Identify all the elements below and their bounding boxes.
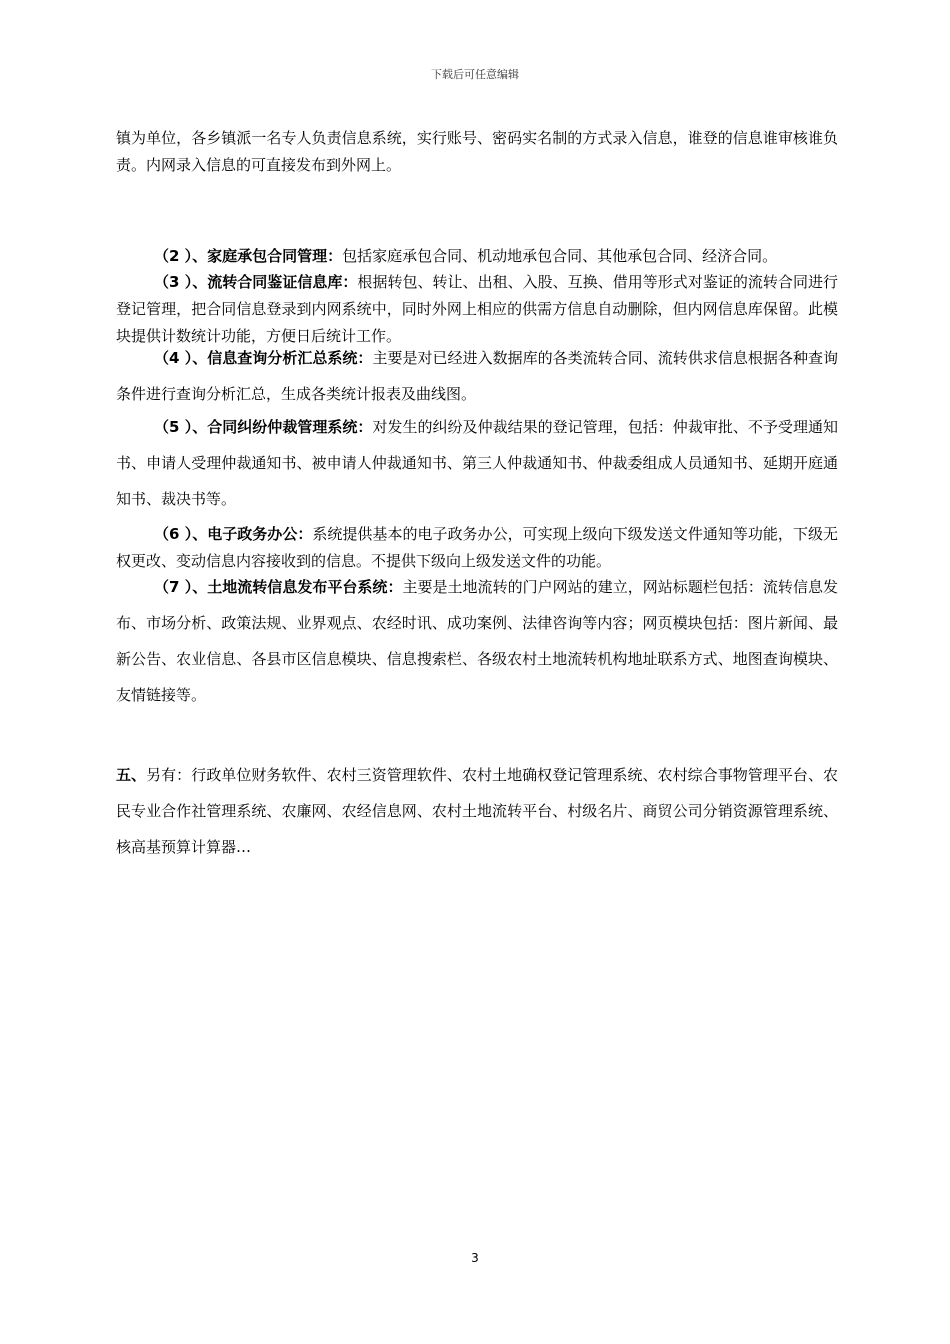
section-text: 另有：行政单位财务软件、农村三资管理软件、农村土地确权登记管理系统、农村综合事物管理平台、农民专业合作社管理系统、农廉网、农经信息网、农村土地流转平台、村级名片、商贸公司分销资源管理系统、核高基预算计算器…	[116, 766, 838, 856]
item-label: （2 ）、家庭承包合同管理：	[154, 247, 343, 265]
item-text: 对发生的纠纷及仲裁结果的登记管理，包括：仲裁审批、不予受理通知书、申请人受理仲裁通知书、被申请人仲裁通知书、第三人仲裁通知书、仲裁委组成人员通知书、延期开庭通知书、裁决书等。	[116, 418, 838, 508]
paragraph-item-5	[116, 409, 838, 517]
paragraph-section-5	[116, 757, 838, 865]
item-text: 系统提供基本的电子政务办公，可实现上级向下级发送文件通知等功能，下级无权更改、变动信息内容接收到的信息。不提供下级向上级发送文件的功能。	[116, 525, 838, 570]
page-header: 下载后可任意编辑	[431, 68, 519, 81]
item-text: 主要是对已经进入数据库的各类流转合同、流转供求信息根据各种查询条件进行查询分析汇总，生成各类统计报表及曲线图。	[116, 349, 838, 403]
item-label: （3 ）、流转合同鉴证信息库：	[154, 273, 358, 291]
paragraph-item-7	[116, 569, 838, 713]
paragraph-item-2	[116, 243, 838, 270]
item-label: （5 ）、合同纠纷仲裁管理系统：	[154, 418, 373, 436]
item-text: 根据转包、转让、出租、入股、互换、借用等形式对鉴证的流转合同进行登记管理，把合同信息登录到内网系统中，同时外网上相应的供需方信息自动删除，但内网信息库保留。此模块提供计数统计功能，方便日后统计工作。	[116, 273, 838, 345]
page-number: 3	[471, 1251, 479, 1265]
paragraph-text: 镇为单位，各乡镇派一名专人负责信息系统，实行账号、密码实名制的方式录入信息，谁登的信息谁审核谁负责。内网录入信息的可直接发布到外网上。	[116, 129, 838, 174]
item-label: （7 ）、土地流转信息发布平台系统：	[154, 578, 403, 596]
item-label: （6 ）、电子政务办公：	[154, 525, 313, 543]
paragraph-item-4	[116, 340, 838, 412]
paragraph-item-3	[116, 269, 838, 350]
section-label: 五、	[116, 766, 147, 784]
item-text: 主要是土地流转的门户网站的建立，网站标题栏包括：流转信息发布、市场分析、政策法规、业界观点、农经时讯、成功案例、法律咨询等内容；网页模块包括：图片新闻、最新公告、农业信息、各县市区信息模块、信息搜索栏、各级农村土地流转机构地址联系方式、地图查询模块、友情链接等。	[116, 578, 838, 704]
item-text: 包括家庭承包合同、机动地承包合同、其他承包合同、经济合同。	[342, 247, 778, 265]
paragraph-continuation	[116, 125, 838, 179]
paragraph-item-6	[116, 521, 838, 575]
item-label: （4 ）、信息查询分析汇总系统：	[154, 349, 373, 367]
